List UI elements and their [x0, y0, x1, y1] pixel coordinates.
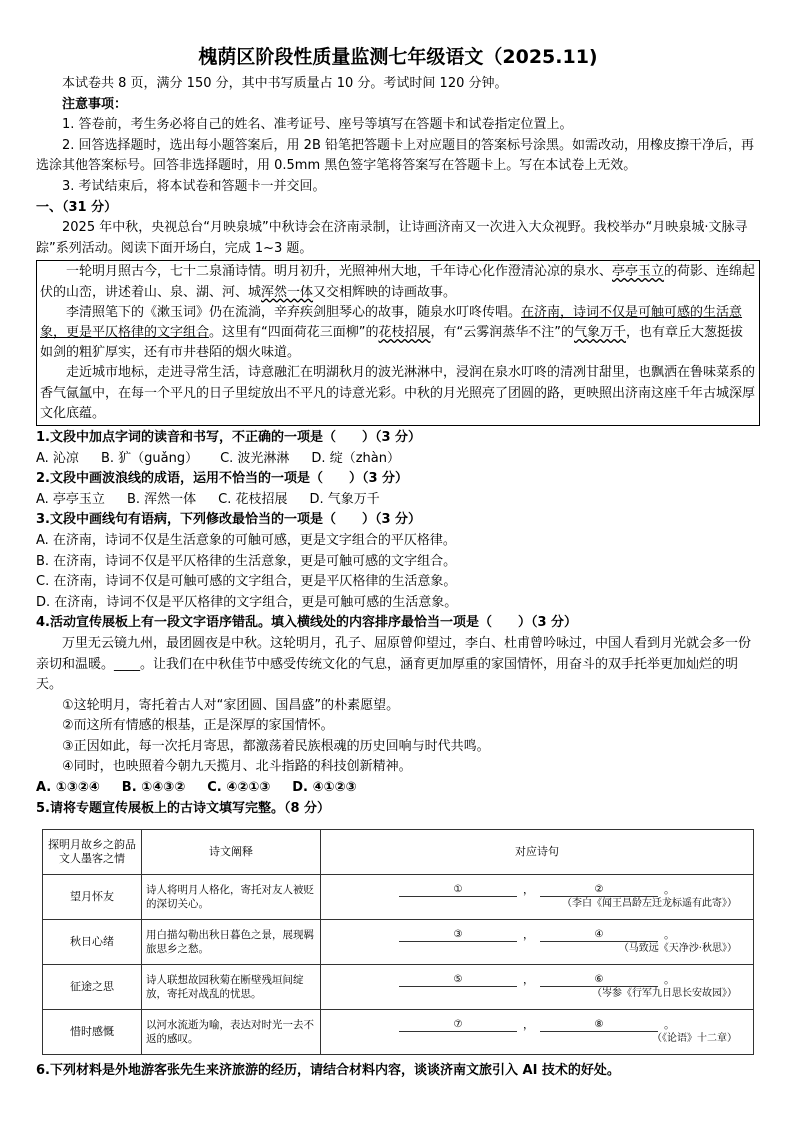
notice-item: 1. 答卷前，考生务必将自己的姓名、准考证号、座号等填写在答题卡和试卷指定位置上。	[62, 117, 573, 133]
option: A. 亭亭玉立	[36, 491, 105, 507]
blank-field[interactable]: ④	[540, 928, 658, 942]
page-title: 槐荫区阶段性质量监测七年级语文（2025.11)	[198, 46, 598, 68]
notice-item: 2. 回答选择题时，选出每小题答案后，用 2B 铅笔把答题卡上对应题目的答案标号涂黑。如需改动，用橡皮擦干净后，再选涂其他答案标号。回答非选择题时，用 0.5mm 黑色签字笔将答案写在答题卡上。写在本试卷上无效。	[36, 137, 754, 174]
underlined-sentence: 在济南，诗词不仅是可触可感的生活意象，更是平仄格律的文字组合	[40, 304, 743, 340]
theme-cell: 惜时感慨	[43, 1010, 142, 1055]
table-row	[43, 965, 754, 1010]
option: C. ④②①③	[207, 780, 271, 796]
q2-options	[36, 490, 760, 511]
blank-field[interactable]: ⑥	[540, 973, 658, 987]
wavy-idiom: 气象万千	[574, 324, 627, 340]
wavy-idiom: 花枝招展	[378, 324, 431, 340]
desc-cell: 诗人联想故园秋菊在断壁残垣间绽放，寄托对战乱的忧思。	[142, 965, 321, 1010]
poetry-table	[42, 829, 754, 1055]
wavy-idiom: 浑然一体	[261, 284, 314, 300]
theme-cell: 望月怀友	[43, 875, 142, 920]
option: C. 花枝招展	[218, 491, 288, 507]
option: C. 波光淋淋	[220, 450, 290, 466]
blank-field[interactable]: ⑧	[540, 1018, 658, 1032]
answer-cell: ③ ， ④ 。 （马致远《天净沙·秋思》）	[321, 920, 754, 965]
answer-blank[interactable]: ____	[114, 656, 141, 672]
option: D. 气象万千	[309, 491, 380, 507]
answer-cell: ⑦ ， ⑧ 。 （《论语》十二章）	[321, 1010, 754, 1055]
option: B. 在济南，诗词不仅是平仄格律的生活意象，更是可触可感的文字组合。	[36, 553, 457, 569]
answer-cell: ① ， ② 。 （李白《闻王昌龄左迁龙标遥有此寄》）	[321, 875, 754, 920]
intro-text: 本试卷共 8 页，满分 150 分，其中书写质量占 10 分。考试时间 120 分钟。	[62, 76, 508, 91]
q4-text: 万里无云镜九州，最团圆夜是中秋。这轮明月，孔子、屈原曾仰望过，李白、杜甫曾吟咏过，中国人看到月光就会多一份亲切和温暖。____。让我们在中秋佳节中感受传统文化的气息，涵育更加厚重的家国情怀，用奋斗的双手托举更加灿烂的明天。	[36, 635, 752, 693]
blank-field[interactable]: ①	[399, 883, 517, 897]
question-2: 2.文段中画波浪线的成语，运用不恰当的一项是（ ）（3 分）	[36, 471, 409, 487]
option: B. 浑然一体	[126, 491, 197, 507]
option: B. ①④③②	[121, 780, 186, 796]
blank-field[interactable]: ⑦	[399, 1018, 517, 1032]
table-header: 对应诗句	[321, 830, 754, 875]
answer-cell: ⑤ ， ⑥ 。 （岑参《行军九日思长安故园》）	[321, 965, 754, 1010]
question-4: 4.活动宣传展板上有一段文字语序错乱。填入横线处的内容排序最恰当一项是（ ）（3 分）	[36, 615, 578, 631]
passage-paragraph: 一轮明月照古今，七十二泉涌诗情。明月初升，光照神州大地，千年诗心化作澄清沁凉的泉水、亭亭玉立的荷影、连绵起伏的山峦，讲述着山、泉、湖、河、城浑然一体又交相辉映的诗画故事。	[40, 264, 756, 300]
question-5: 5.请将专题宣传展板上的古诗文填写完整。（8 分）	[36, 800, 331, 816]
question-1: 1.文段中加点字词的读音和书写，不正确的一项是（ ）（3 分）	[36, 429, 422, 445]
section-heading: 一、（31 分）	[36, 199, 118, 215]
table-row	[43, 920, 754, 965]
option: A. 沁凉	[36, 450, 79, 466]
desc-cell: 用白描勾勒出秋日暮色之景，展现羁旅思乡之愁。	[142, 920, 321, 965]
blank-field[interactable]: ⑤	[399, 973, 517, 987]
question-6: 6.下列材料是外地游客张先生来济旅游的经历，请结合材料内容，谈谈济南文旅引入 AI 技术的好处。	[36, 1063, 620, 1079]
blank-field[interactable]: ③	[399, 928, 517, 942]
passage-paragraph: 走近城市地标，走进寻常生活，诗意融汇在明湖秋月的波光淋淋中，浸润在泉水叮咚的清冽甘甜里，也飘洒在鲁味菜系的香气氤氲中，在每一个平凡的日子里绽放出不平凡的诗意光彩。中秋的月光照亮了团圆的路，更映照出济南这座千年古城深厚文化底蕴。	[40, 365, 756, 421]
option: B. 犷（guǎng）	[100, 450, 199, 466]
table-header: 诗文阐释	[142, 830, 321, 875]
notice-title: 注意事项：	[62, 96, 128, 112]
poem-source: （马致远《天净沙·秋思》）	[618, 943, 737, 955]
theme-cell: 秋日心绪	[43, 920, 142, 965]
q4-item: ②而这所有情感的根基，正是深厚的家国情怀。	[62, 718, 334, 734]
wavy-idiom: 亭亭玉立	[612, 264, 665, 280]
desc-cell: 诗人将明月人格化，寄托对友人被贬的深切关心。	[142, 875, 321, 920]
exam-page	[36, 44, 760, 1082]
theme-cell: 征途之思	[43, 965, 142, 1010]
q1-options	[36, 449, 760, 470]
q4-item: ③正因如此，每一次托月寄思，都激荡着民族根魂的历史回响与时代共鸣。	[62, 738, 490, 754]
table-row	[43, 875, 754, 920]
option: D. ④①②③	[292, 780, 357, 796]
q4-item: ④同时，也映照着今朝九天揽月、北斗指路的科技创新精神。	[62, 759, 412, 775]
option: D. 绽（zhàn）	[311, 450, 400, 466]
option: A. 在济南，诗词不仅是生活意象的可触可感，更是文字组合的平仄格律。	[36, 532, 456, 548]
poem-source: （李白《闻王昌龄左迁龙标遥有此寄》）	[562, 898, 737, 910]
question-3: 3.文段中画线句有语病，下列修改最恰当的一项是（ ）（3 分）	[36, 512, 422, 528]
poem-source: （岑参《行军九日思长安故园》）	[592, 988, 737, 1000]
option: D. 在济南，诗词不仅是平仄格律的文字组合，更是可触可感的生活意象。	[36, 594, 458, 610]
reading-passage-box	[36, 260, 760, 426]
option: C. 在济南，诗词不仅是可触可感的文字组合，更是平仄格律的生活意象。	[36, 574, 457, 590]
reading-lead: 2025 年中秋，央视总台“月映泉城”中秋诗会在济南录制，让诗画济南又一次进入大众视野。我校举办“月映泉城·文脉寻踪”系列活动。阅读下面开场白，完成 1~3 题。	[36, 220, 748, 256]
blank-field[interactable]: ②	[540, 883, 658, 897]
notice-item: 3. 考试结束后，将本试卷和答题卡一并交回。	[62, 178, 326, 194]
poem-source: （《论语》十二章）	[652, 1033, 737, 1045]
table-header: 探明月故乡之韵品文人墨客之情	[43, 830, 142, 875]
q4-item: ①这轮明月，寄托着古人对“家团圆、国昌盛”的朴素愿望。	[62, 697, 400, 713]
table-row	[43, 1010, 754, 1055]
desc-cell: 以河水流逝为喻，表达对时光一去不返的感叹。	[142, 1010, 321, 1055]
option: A. ①③②④	[36, 780, 100, 796]
passage-paragraph: 李清照笔下的《漱玉词》仍在流淌，辛弃疾剑胆琴心的故事，随泉水叮咚传唱。在济南，诗词不仅是可触可感的生活意象，更是平仄格律的文字组合。这里有“四面荷花三面柳”的花枝招展，有“云雾润蒸华不注”的气象万千，也有章丘大葱挺拔如剑的粗犷厚实，还有市井巷陌的烟火味道。	[40, 304, 744, 361]
q4-options	[36, 778, 760, 799]
